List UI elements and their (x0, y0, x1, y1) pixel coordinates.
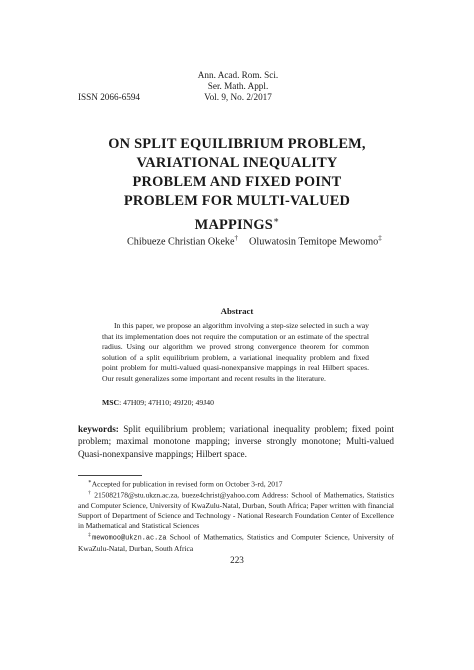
author-footnote-mark: † (234, 234, 239, 242)
title-last-word: MAPPINGS (194, 216, 274, 233)
author-footnote-mark: ‡ (378, 234, 382, 242)
footnote-mark: ‡ (88, 531, 93, 538)
footnotes (78, 478, 394, 554)
title-footnote-mark: ∗ (273, 215, 280, 225)
abstract-text: In this paper, we propose an algorithm involving a step-size selected in such a way that its implementation does not require the computation or an estimate of the spectral radius. Using our algorithm we proved strong convergence theorem for common solution of a split equilibrium problem, a variational inequality problem and fixed point problem for multi-valued quasi-nonexpansive mappings in real Hilbert spaces. Our result generalizes some important and recent results in the literature. (102, 321, 369, 383)
journal-info (188, 70, 288, 103)
journal-name: Ann. Acad. Rom. Sci. (197, 70, 279, 80)
page-number: 223 (230, 555, 244, 565)
title-line: PROBLEM FOR MULTI-VALUED (123, 193, 351, 209)
footnote-2 (78, 489, 394, 530)
footnote-mark: ∗ (88, 479, 92, 485)
footnote-3 (78, 531, 394, 554)
footnote-1 (78, 478, 394, 489)
msc-label: MSC (102, 398, 120, 407)
footnote-mark: † (88, 490, 92, 497)
title-line: VARIATIONAL INEQUALITY (136, 155, 338, 171)
author-name: Chibueze Christian Okeke (127, 236, 235, 248)
footnote-divider (78, 475, 142, 476)
keywords-label: keywords: (78, 424, 119, 434)
footnote-text: Accepted for publication in revised form on October 3-rd, 2017 (91, 479, 283, 489)
keywords-text: Split equilibrium problem; variational inequality problem; fixed point problem; maximal monotone mapping; inverse strongly monotone; Multi-valued Quasi-nonexpansive mappings; Hilbert space. (78, 424, 394, 459)
footnote-email[interactable]: mewomoo@ukzn.ac.za (92, 534, 167, 543)
journal-volume: Vol. 9, No. 2/2017 (204, 92, 272, 102)
issn: ISSN 2066-6594 (78, 92, 141, 102)
author-name: Oluwatosin Temitope Mewomo (249, 236, 379, 248)
journal-series: Ser. Math. Appl. (207, 81, 269, 91)
keywords (78, 423, 394, 460)
title-line (40, 211, 434, 235)
title-line: ON SPLIT EQUILIBRIUM PROBLEM, (108, 136, 366, 152)
paper-title (40, 135, 434, 235)
footnote-text: 215082178@stu.ukzn.ac.za, bueze4christ@yahoo.com Address: School of Mathematics, Statistics and Computer Science, University of KwaZulu-Natal, Durban, South Africa; Paper written with financial Support of Department of Science and Technology - National Research Foundation Center of Excellence in Mathematical and Statistical Sciences (78, 490, 394, 530)
footnote-text: School of Mathematics, Statistics and Computer Science, University of KwaZulu-Natal, Durban, South Africa (78, 532, 394, 553)
author-okeke (127, 234, 238, 247)
abstract-body (102, 321, 369, 385)
abstract-heading: Abstract (220, 306, 254, 316)
author-mewomo (249, 234, 382, 247)
msc-codes (102, 398, 369, 407)
title-line: PROBLEM AND FIXED POINT (132, 174, 342, 190)
msc-value: : 47H09; 47H10; 49J20; 49J40 (119, 398, 214, 407)
